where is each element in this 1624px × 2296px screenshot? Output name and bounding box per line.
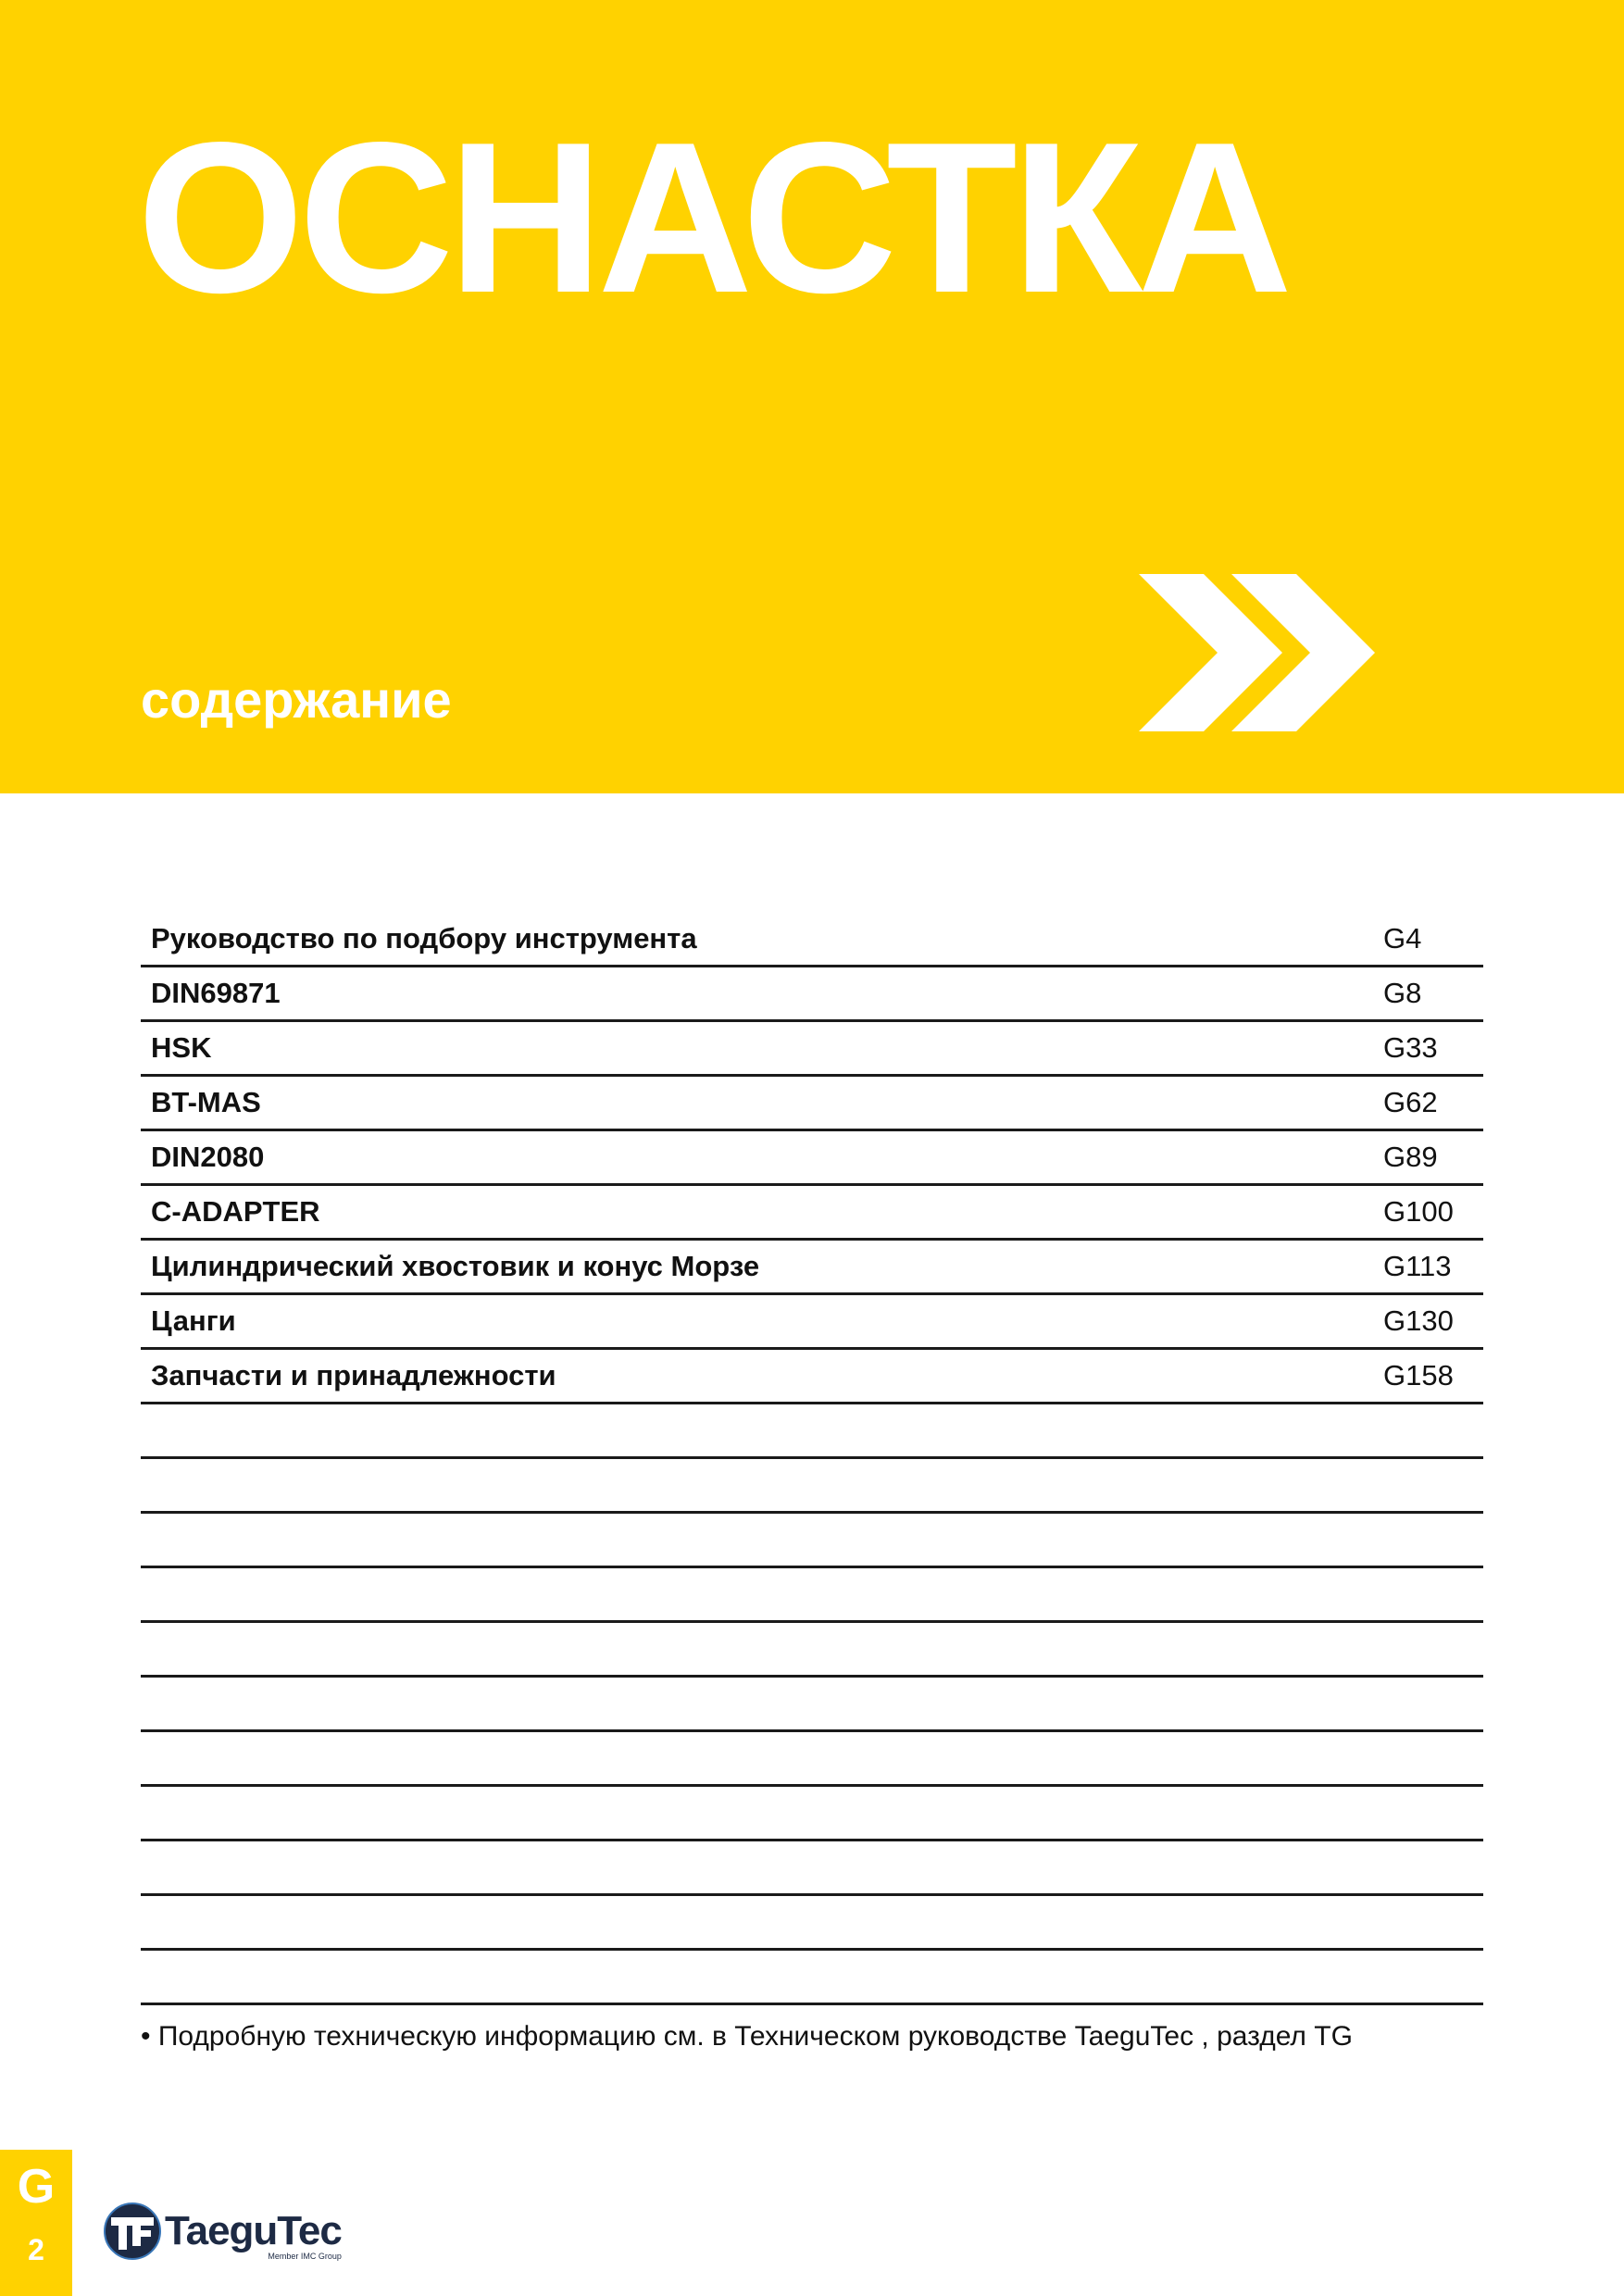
toc-entry-page: G100	[1383, 1195, 1454, 1228]
toc-blank-line	[141, 1951, 1483, 2005]
toc-entry-title: Запчасти и принадлежности	[151, 1359, 556, 1391]
toc-blank-line	[141, 1568, 1483, 1623]
toc-blank-line	[141, 1678, 1483, 1732]
toc-entry-page: G158	[1383, 1359, 1454, 1391]
toc-entry-page: G8	[1383, 977, 1422, 1009]
page-tab	[0, 2150, 72, 2296]
toc-row[interactable]	[141, 1241, 1483, 1295]
toc-entry-title: Руководство по подбору инструмента	[151, 922, 697, 955]
toc-row[interactable]	[141, 1350, 1483, 1404]
toc-entry-page: G33	[1383, 1031, 1438, 1064]
taegutec-logo-icon	[104, 2202, 161, 2260]
header-banner	[0, 0, 1624, 793]
toc-blank-line	[141, 1896, 1483, 1951]
toc-row[interactable]	[141, 1131, 1483, 1186]
section-letter: G	[17, 2160, 56, 2214]
toc-blank-line	[141, 1514, 1483, 1568]
page-title: ОСНАСТКА	[137, 98, 1287, 338]
toc-entry-page: G62	[1383, 1086, 1438, 1118]
table-of-contents	[141, 913, 1483, 2005]
brand-name: TaeguTec	[165, 2208, 342, 2253]
toc-blank-line	[141, 1841, 1483, 1896]
toc-row[interactable]	[141, 967, 1483, 1022]
toc-row[interactable]	[141, 1022, 1483, 1077]
toc-entry-page: G130	[1383, 1304, 1454, 1337]
section-subtitle: содержание	[141, 670, 452, 729]
toc-entry-title: Цанги	[151, 1304, 236, 1337]
toc-row[interactable]	[141, 1186, 1483, 1241]
toc-blank-line	[141, 1732, 1483, 1787]
double-chevron-right-icon	[1139, 574, 1389, 731]
footnote: • Подробную техническую информацию см. в Техническом руководстве TaeguTec , раздел TG	[141, 2021, 1353, 2052]
toc-entry-title: BT-MAS	[151, 1086, 261, 1118]
toc-row[interactable]	[141, 1077, 1483, 1131]
toc-row[interactable]	[141, 1295, 1483, 1350]
toc-entry-title: C-ADAPTER	[151, 1195, 320, 1228]
toc-blank-line	[141, 1404, 1483, 1459]
page-number: 2	[28, 2233, 44, 2266]
toc-entry-title: DIN2080	[151, 1141, 265, 1173]
toc-entry-page: G89	[1383, 1141, 1438, 1173]
toc-entry-page: G113	[1383, 1250, 1452, 1282]
toc-entry-page: G4	[1383, 922, 1422, 955]
toc-entry-title: Цилиндрический хвостовик и конус Морзе	[151, 1250, 760, 1282]
toc-blank-line	[141, 1787, 1483, 1841]
toc-entry-title: DIN69871	[151, 977, 281, 1009]
toc-blank-line	[141, 1459, 1483, 1514]
taegutec-logo	[104, 2202, 342, 2261]
brand-tagline: Member IMC Group	[268, 2252, 342, 2261]
toc-entry-title: HSK	[151, 1031, 212, 1064]
toc-blank-line	[141, 1623, 1483, 1678]
toc-row[interactable]	[141, 913, 1483, 967]
